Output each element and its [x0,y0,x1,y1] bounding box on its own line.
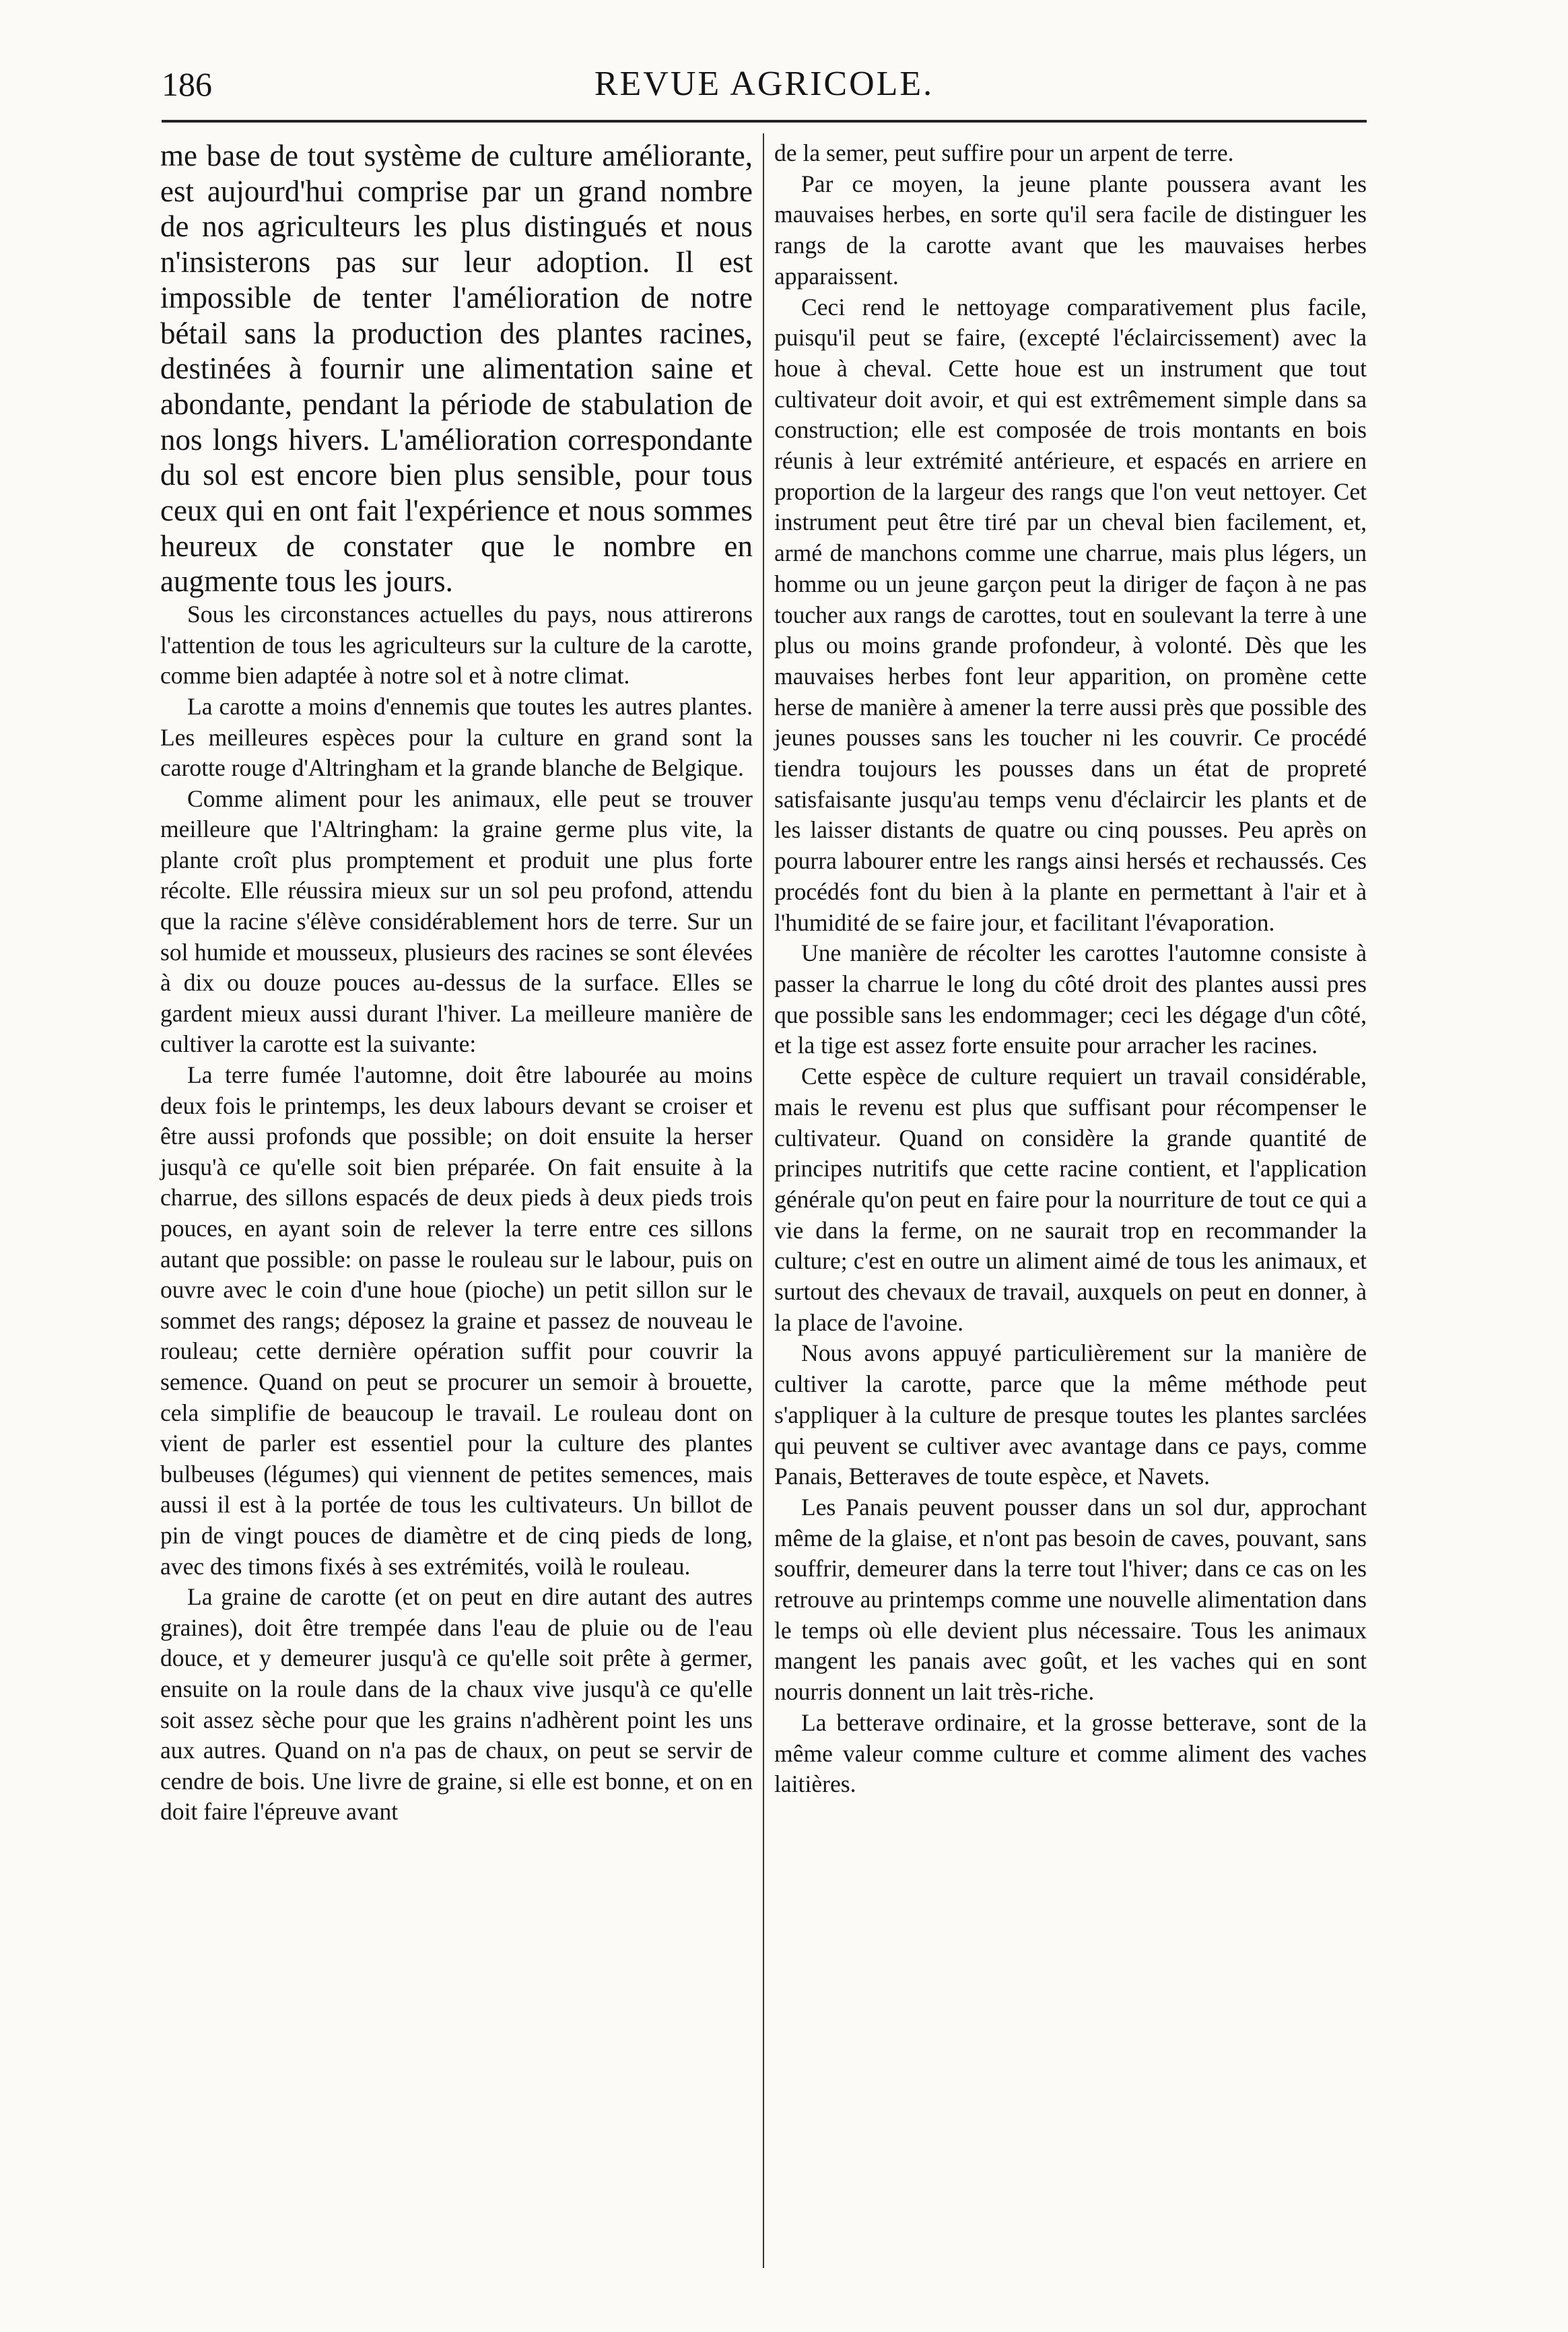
paragraph: La graine de carotte (et on peut en dire autant des autres graines), doit être trempée dans l'eau de pluie ou de l'eau douce, et y demeurer jusqu'à ce qu'elle soit prête à germer, ensuite on la roule dans de la chaux vive jusqu'à ce qu'elle soit assez sèche pour que les grains n'adhèrent point les uns aux autres. Quand on n'a pas de chaux, on peut se servir de cendre de bois. Une livre de graine, si elle est bonne, et on en doit faire l'épreuve avant [160,1583,753,1826]
right-column [774,138,1367,1800]
paragraph: Comme aliment pour les animaux, elle peut se trouver meilleure que l'Altringham: la graine germe plus vite, la plante croît plus promptement et produit une plus forte récolte. Elle réussira mieux sur un sol peu profond, attendu que la racine s'élève considérablement hors de terre. Sur un sol humide et mousseux, plusieurs des racines se sont élevées à dix ou douze pouces au-dessus de la surface. Elles se gardent mieux aussi durant l'hiver. La meilleure manière de cultiver la carotte est la suivante: [160,785,753,1058]
paragraph: de la semer, peut suffire pour un arpent de terre. [774,139,1234,166]
page-number: 186 [162,65,212,103]
paragraph: Nous avons appuyé particulièrement sur la manière de cultiver la carotte, parce que la même méthode peut s'appliquer à la culture de presque toutes les plantes sarclées qui peuvent se cultiver avec avantage dans ce pays, comme Panais, Betteraves de toute espèce, et Navets. [774,1339,1367,1490]
paragraph: Une manière de récolter les carottes l'automne consiste à passer la charrue le long du côté droit des plantes aussi pres que possible sans les endommager; ceci les dégage d'un côté, et la tige est assez forte ensuite pour arracher les racines. [774,939,1367,1059]
paragraph: Par ce moyen, la jeune plante poussera avant les mauvaises herbes, en sorte qu'il sera facile de distinguer les rangs de la carotte avant que les mauvaises herbes apparaissent. [774,170,1367,290]
paragraph: La carotte a moins d'ennemis que toutes les autres plantes. Les meilleures espèces pour la culture en grand sont la carotte rouge d'Altringham et la grande blanche de Belgique. [160,692,753,782]
left-column [160,138,753,1828]
paragraph: Les Panais peuvent pousser dans un sol dur, approchant même de la glaise, et n'ont pas besoin de caves, pouvant, sans souffrir, demeurer dans la terre tout l'hiver; dans ce cas on les retrouve au printemps comme une nouvelle alimentation dans le temps où elle devient plus nécessaire. Tous les animaux mangent les panais avec goût, et les vaches qui en sont nourris donnent un lait très-riche. [774,1493,1367,1706]
paragraph: La betterave ordinaire, et la grosse betterave, sont de la même valeur comme culture et comme aliment des vaches laitières. [774,1708,1367,1798]
paragraph: Ceci rend le nettoyage comparativement plus facile, puisqu'il peut se faire, (excepté l'éclaircissement) avec la houe à cheval. Cette houe est un instrument que tout cultivateur doit avoir, et qui est extrêmement simple dans sa construction; elle est composée de trois montants en bois réunis à leur extrémité antérieure, et espacés en arriere en proportion de la largeur des rangs que l'on veut nettoyer. Cet instrument peut être tiré par un cheval bien facilement, et, armé de manchons comme une charrue, mais plus légers, un homme ou un jeune garçon peut la diriger de façon à ne pas toucher aux rangs de carottes, tout en soulevant la terre à une plus ou moins grande profondeur, à volonté. Dès que les mauvaises herbes font leur apparition, on promène cette herse de manière à amener la terre aussi près que possible des jeunes pousses sans les toucher ni les couvrir. Ce procédé tiendra toujours les pousses dans un état de propreté satisfaisante jusqu'au temps venu d'éclaircir les plants et de les laisser distants de quatre ou cinq pousses. Peu après on pourra labourer entre les rangs ainsi hersés et rechaussés. Ces procédés font du bien à la plante en permettant à l'air et à l'humidité de se faire jour, et facilitant l'évaporation. [774,293,1367,936]
paragraph: Cette espèce de culture requiert un travail considérable, mais le revenu est plus que suffisant pour récompenser le cultivateur. Quand on considère la grande quantité de principes nutritifs que cette racine contient, et l'application générale qu'on peut en faire pour la nourriture de tout ce qui a vie dans la ferme, on ne saurait trop en recommander la culture; c'est en outre un aliment aimé de tous les animaux, et surtout des chevaux de travail, auxquels on peut en donner, à la place de l'avoine. [774,1063,1367,1336]
paragraph: Sous les circonstances actuelles du pays, nous attirerons l'attention de tous les agriculteurs sur la culture de la carotte, comme bien adaptée à notre sol et à notre climat. [160,601,753,690]
running-title: REVUE AGRICOLE. [594,65,934,103]
paragraph: me base de tout système de culture améliorante, est aujourd'hui comprise par un grand nombre de nos agriculteurs les plus distingués et nous n'insisterons pas sur leur adoption. Il est impossible de tenter l'amélioration de notre bétail sans la production des plantes racines, destinées à fournir une alimentation saine et abondante, pendant la période de stabulation de nos longs hivers. L'amélioration correspondante du sol est encore bien plus sensible, pour tous ceux qui en ont fait l'expérience et nous sommes heureux de constater que le nombre en augmente tous les jours. [160,139,753,599]
running-header [162,57,1367,111]
paragraph: La terre fumée l'automne, doit être labourée au moins deux fois le printemps, les deux labours devant se croiser et être aussi profonds que possible; on doit ensuite la herser jusqu'à ce qu'elle soit bien préparée. On fait ensuite à la charrue, des sillons espacés de deux pieds à deux pieds trois pouces, en ayant soin de relever la terre entre ces sillons autant que possible: on passe le rouleau sur le labour, puis on ouvre avec le coin d'une houe (pioche) un petit sillon sur le sommet des rangs; déposez la graine et passez de nouveau le rouleau; cette dernière opération suffit pour couvrir la semence. Quand on peut se procurer un semoir à brouette, cela simplifie de beaucoup le travail. Le rouleau dont on vient de parler est essentiel pour la culture des plantes bulbeuses (légumes) qui viennent de petites semences, mais aussi il est à la portée de tous les cultivateurs. Un billot de pin de vingt pouces de diamètre et de cinq pieds de long, avec des timons fixés à ses extrémités, voilà le rouleau. [160,1061,753,1580]
header-rule [162,120,1367,123]
column-divider [763,133,764,2268]
